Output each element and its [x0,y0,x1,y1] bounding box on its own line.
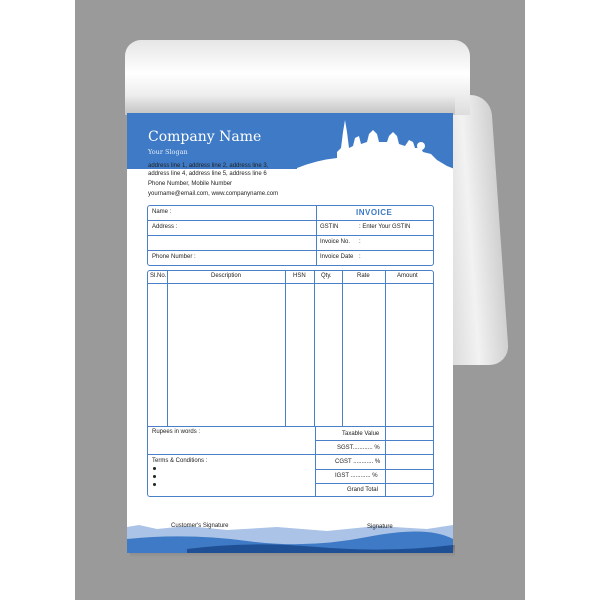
email-line: yourname@email.com, www.companyname.com [148,191,279,197]
info-row-line-2 [147,235,316,236]
col-header-amount: Amount [397,273,418,279]
invoice-sheet [127,113,453,553]
phone-number-label: Phone Number : [152,254,196,260]
terms-bullet-3 [153,483,156,486]
taxable-value-label: Taxable Value [342,431,380,437]
signature-label: Signature [367,524,393,530]
address-label: Address : [152,224,178,230]
page-curl-shade [125,95,455,115]
invoice-date-label: Invoice Date [320,254,354,260]
col-divider-1 [167,270,168,426]
terms-bullet-2 [153,475,156,478]
col-divider-2 [285,270,286,426]
invoice-title: INVOICE [356,208,393,217]
totals-line-2 [147,454,434,455]
info-row-line-2b [316,235,434,236]
totals-divider [315,426,316,497]
company-name: Company Name [148,129,262,145]
info-row-line-3 [147,250,434,251]
totals-line-4 [315,483,434,484]
totals-line-3 [315,469,434,470]
invoice-no-separator: : [359,239,361,245]
table-header-line [147,283,434,284]
address-line-2: address line 4, address line 5, address line 6 [148,171,267,177]
terms-label: Terms & Conditions : [152,458,208,464]
gstin-value: : Enter Your GSTIN [359,224,411,230]
terms-bullet-1 [153,467,156,470]
customer-signature-label: Customer's Signature [171,523,229,529]
col-header-description: Description [211,273,242,279]
invoice-date-separator: : [359,254,361,260]
gstin-label: GSTIN [320,224,339,230]
info-row-line-1 [147,220,434,221]
phone-line: Phone Number, Mobile Number [148,181,233,187]
address-line-1: address line 1, address line 2, address line 3, [148,163,269,169]
col-divider-4 [342,270,343,426]
col-header-rate: Rate [357,273,370,279]
col-header-qty: Qty. [321,273,332,279]
landmark-skyline-icon [297,113,453,203]
col-header-slno: Sl.No. [150,273,167,279]
igst-label: IGST ............ % [335,473,378,479]
grand-total-label: Grand Total [347,487,378,493]
name-label: Name : [152,209,172,215]
rupees-in-words-label: Rupees in words : [152,429,201,435]
company-slogan: Your Slogan [148,148,188,156]
cgst-label: CGST ............ % [335,459,381,465]
col-divider-5 [385,270,386,497]
col-divider-3 [314,270,315,426]
col-header-hsn: HSN [293,273,306,279]
totals-line-1 [315,440,434,441]
totals-top-line [147,426,434,427]
invoice-no-label: Invoice No. [320,239,351,245]
sgst-label: SGST............ % [337,445,380,451]
